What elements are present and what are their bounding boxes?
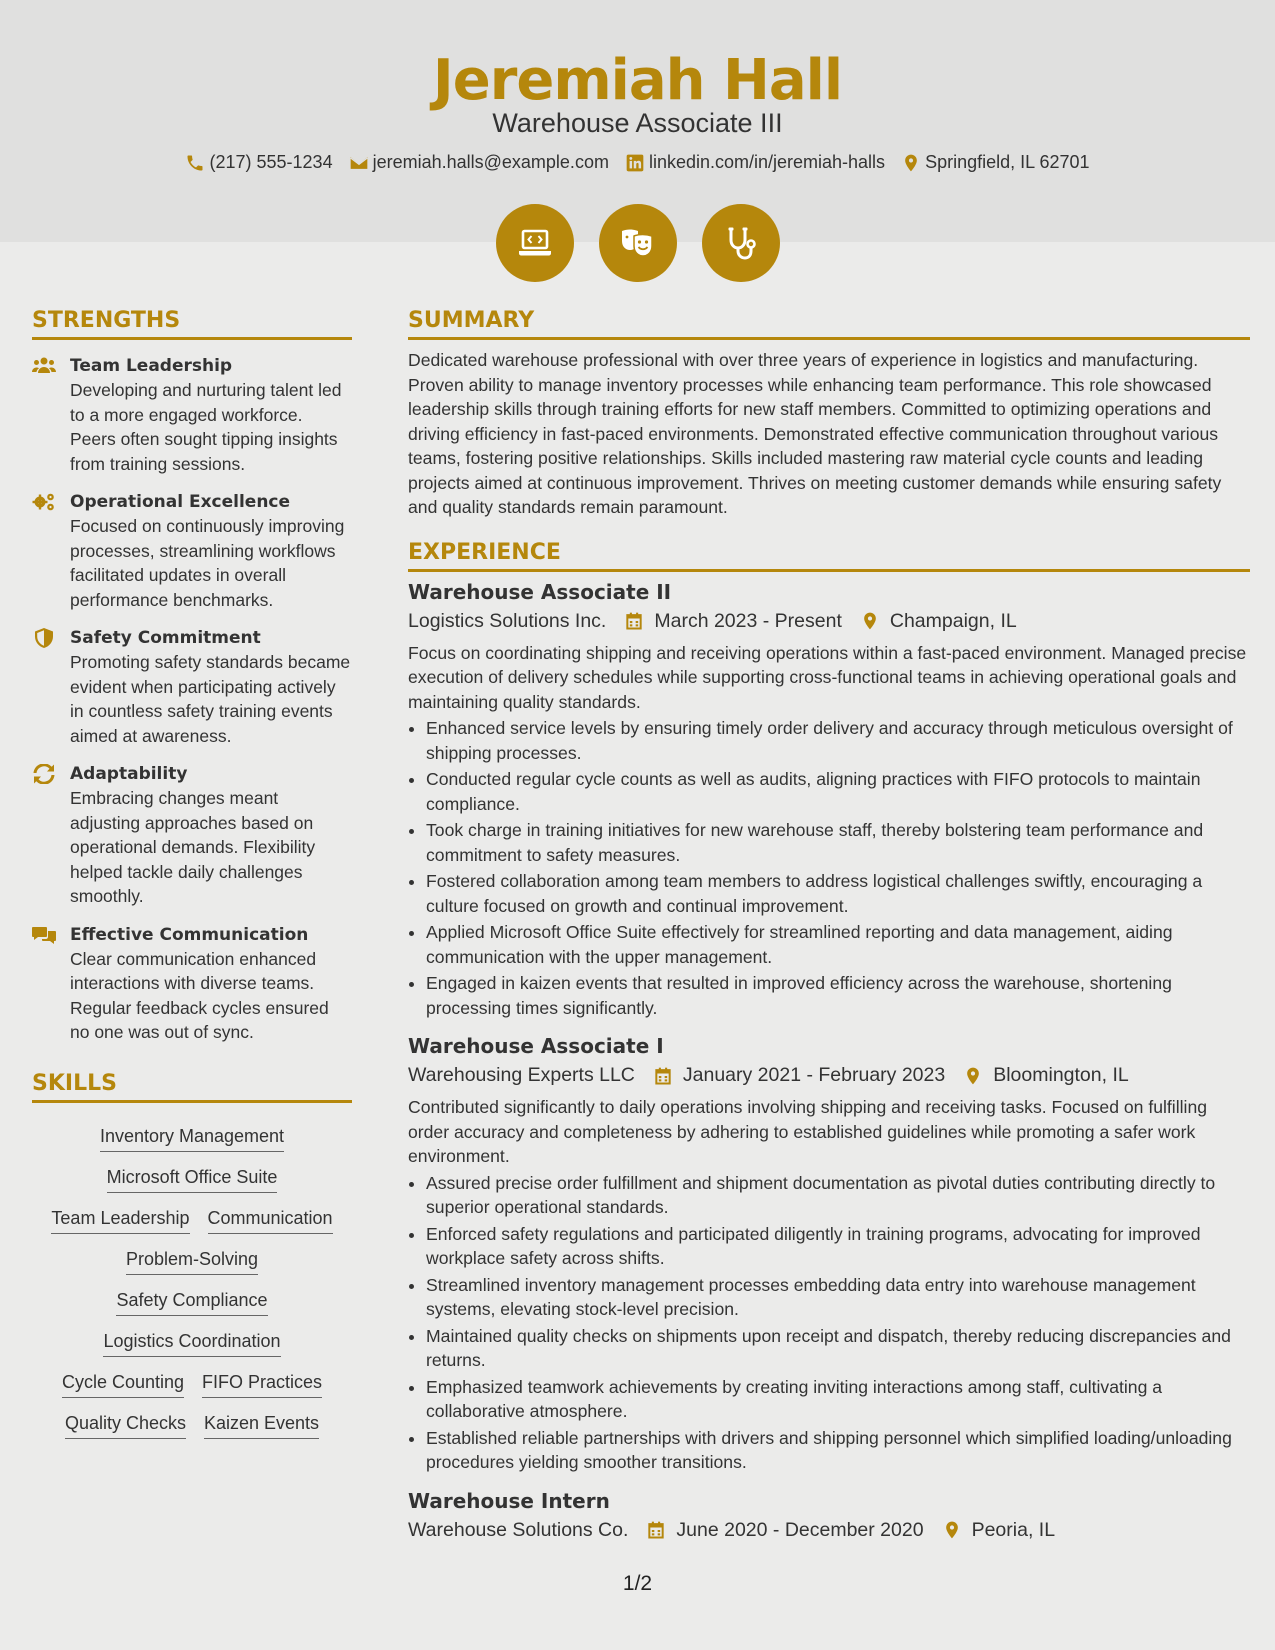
calendar-icon xyxy=(624,611,644,631)
badge-circle xyxy=(702,204,780,282)
job-entry xyxy=(408,1489,1250,1542)
strength-item xyxy=(32,490,352,612)
skill-row xyxy=(65,1412,319,1439)
strength-desc: Focused on continuously improving processes, streamlining workflows facilitated updates in overall performance benchmarks. xyxy=(70,516,345,610)
skill-tag: FIFO Practices xyxy=(202,1371,322,1398)
job-dates: March 2023 - Present xyxy=(654,609,842,632)
strength-desc: Embracing changes meant adjusting approaches based on operational demands. Flexibility helped tackle daily challenges smoothly. xyxy=(70,788,316,906)
list-item: • Streamlined inventory management processes embedding data entry into warehouse management systems, elevating stock-level precision. xyxy=(426,1273,1250,1322)
laptop-code-icon xyxy=(515,223,555,263)
badge-circle xyxy=(496,204,574,282)
skill-row xyxy=(126,1248,258,1275)
list-item: • Applied Microsoft Office Suite effectively for streamlined reporting and data management, aiding communication with the upper management. xyxy=(426,920,1250,969)
job-location: Bloomington, IL xyxy=(993,1064,1129,1086)
strength-name: Team Leadership xyxy=(70,356,233,376)
skill-row xyxy=(51,1207,332,1234)
strength-name: Effective Communication xyxy=(70,924,309,945)
map-pin-icon xyxy=(860,611,880,631)
sync-icon xyxy=(32,764,56,784)
list-item: • Established reliable partnerships with drivers and shipping personnel which simplified loading/unloading procedures yielding smoother transitions. xyxy=(426,1426,1250,1475)
skill-tag: Quality Checks xyxy=(65,1412,186,1439)
contact-text: (217) 555-1234 xyxy=(209,152,333,172)
job-title: Warehouse Intern xyxy=(408,1488,610,1513)
job-meta xyxy=(408,1064,1250,1087)
map-pin-icon xyxy=(942,1520,962,1540)
job-company: Warehousing Experts LLC xyxy=(408,1064,635,1086)
list-item: • Enforced safety regulations and participated diligently in training programs, advocating for improved workplace safety across shifts. xyxy=(426,1222,1250,1271)
strength-name: Safety Commitment xyxy=(70,628,261,648)
job-title: Warehouse Associate II xyxy=(408,579,672,604)
contact-linkedin[interactable] xyxy=(625,152,885,173)
envelope-icon xyxy=(349,153,369,173)
strength-desc: Clear communication enhanced interactions with diverse teams. Regular feedback cycles ensured no one was out of sync. xyxy=(70,948,329,1042)
contact-phone[interactable] xyxy=(185,152,332,173)
shield-icon xyxy=(32,628,56,648)
list-item: • Engaged in kaizen events that resulted in improved efficiency across the warehouse, shortening processing times significantly. xyxy=(426,971,1250,1020)
list-item: • Took charge in training initiatives for new warehouse staff, thereby bolstering team performance and commitment to safety measures. xyxy=(426,818,1250,867)
skill-tag: Inventory Management xyxy=(100,1125,284,1152)
job-location: Peoria, IL xyxy=(971,1518,1056,1541)
job-location: Champaign, IL xyxy=(889,609,1017,632)
skill-tag: Cycle Counting xyxy=(62,1371,184,1398)
linkedin-icon xyxy=(625,153,645,173)
list-item: • Conducted regular cycle counts as well as audits, aligning practices with FIFO protocols to maintain compliance. xyxy=(426,767,1250,816)
strength-item xyxy=(32,626,352,748)
comments-icon xyxy=(32,925,56,945)
strength-item xyxy=(32,762,352,909)
skills-heading: SKILLS xyxy=(32,1071,352,1103)
strengths-heading: STRENGTHS xyxy=(32,308,352,340)
job-bullets xyxy=(408,1171,1250,1475)
skill-tag: Microsoft Office Suite xyxy=(107,1166,278,1193)
skill-row xyxy=(100,1125,284,1152)
strength-desc: Developing and nurturing talent led to a more engaged workforce. Peers often sought tipping insights from training sessions. xyxy=(70,380,342,474)
summary-text: Dedicated warehouse professional with over three years of experience in logistics and manufacturing. Proven ability to manage inventory processes while enhancing team performance. This role showcased leadership skills through training efforts for new staff members. Committed to optimizing operations and driving efficiency in fast-paced environments. Demonstrated effective communication throughout various teams, fostering positive relationships. Skills included mastering raw material cycle counts and leading projects aimed at continuous improvement. Thrives on meeting customer demands while ensuring safety and quality standards remain paramount. xyxy=(408,350,1222,517)
skill-tag: Problem-Solving xyxy=(126,1248,258,1275)
contact-text: Springfield, IL 62701 xyxy=(925,152,1090,172)
strength-name: Adaptability xyxy=(70,764,188,784)
experience-heading: EXPERIENCE xyxy=(408,540,1250,572)
contact-text: jeremiah.halls@example.com xyxy=(372,152,609,172)
page-number: 1/2 xyxy=(622,1572,653,1595)
right-column xyxy=(408,308,1250,1542)
list-item: • Emphasized teamwork achievements by creating inviting interactions among staff, cultivating a collaborative atmosphere. xyxy=(426,1375,1250,1424)
job-company: Warehouse Solutions Co. xyxy=(408,1518,629,1541)
strength-name: Operational Excellence xyxy=(70,492,291,512)
job-title: Warehouse Associate I xyxy=(408,1034,664,1058)
map-pin-icon xyxy=(963,1066,983,1086)
strength-item xyxy=(32,923,352,1045)
list-item: • Enhanced service levels by ensuring timely order delivery and accuracy through meticulous oversight of shipping processes. xyxy=(426,716,1250,765)
users-icon xyxy=(32,356,56,376)
job-company: Logistics Solutions Inc. xyxy=(408,609,607,632)
job-entry xyxy=(408,580,1250,1021)
contact-email[interactable] xyxy=(349,152,609,173)
contact-location xyxy=(901,152,1089,173)
skill-tag: Kaizen Events xyxy=(204,1412,319,1439)
job-dates: January 2021 - February 2023 xyxy=(682,1064,946,1086)
candidate-title: Warehouse Associate III xyxy=(492,108,783,138)
candidate-name: Jeremiah Hall xyxy=(432,48,843,113)
map-pin-icon xyxy=(901,153,921,173)
summary-heading: SUMMARY xyxy=(408,308,1250,340)
skill-row xyxy=(103,1330,280,1357)
job-dates: June 2020 - December 2020 xyxy=(676,1518,924,1541)
list-item: • Maintained quality checks on shipments upon receipt and dispatch, thereby reducing discrepancies and returns. xyxy=(426,1324,1250,1373)
cogs-icon xyxy=(32,492,56,512)
skill-row xyxy=(62,1371,322,1398)
stethoscope-icon xyxy=(721,223,761,263)
skill-row xyxy=(116,1289,267,1316)
list-item: • Assured precise order fulfillment and shipment documentation as pivotal duties contributing directly to superior operational standards. xyxy=(426,1171,1250,1220)
skill-row xyxy=(107,1166,278,1193)
list-item: • Fostered collaboration among team members to address logistical challenges swiftly, encouraging a culture focused on growth and continual improvement. xyxy=(426,869,1250,918)
job-entry xyxy=(408,1034,1250,1475)
job-bullets xyxy=(408,716,1250,1020)
skill-tag: Logistics Coordination xyxy=(103,1330,280,1357)
job-description: Contributed significantly to daily operations involving shipping and receiving tasks. Focused on fulfilling order accuracy and completeness by adhering to established guidelines while promoting a safer work environment. xyxy=(408,1097,1208,1166)
skill-tag: Safety Compliance xyxy=(116,1289,267,1316)
skills-list xyxy=(32,1111,352,1439)
calendar-icon xyxy=(653,1066,673,1086)
calendar-icon xyxy=(646,1520,666,1540)
theater-masks-icon xyxy=(618,223,658,263)
badge-circle xyxy=(599,204,677,282)
strength-item xyxy=(32,354,352,476)
contact-bar xyxy=(0,152,1275,173)
phone-icon xyxy=(185,153,205,173)
contact-text: linkedin.com/in/jeremiah-halls xyxy=(648,152,886,172)
job-meta xyxy=(408,610,1250,633)
strength-desc: Promoting safety standards became evident when participating actively in countless safety training events aimed at awareness. xyxy=(70,652,351,746)
job-description: Focus on coordinating shipping and receiving operations within a fast-paced environment. Managed precise execution of delivery schedules while supporting cross-functional teams in achieving operational goals and maintaining quality standards. xyxy=(408,642,1247,712)
left-column xyxy=(32,308,352,1439)
skill-tag: Team Leadership xyxy=(51,1207,189,1234)
skill-tag: Communication xyxy=(208,1207,333,1234)
job-meta xyxy=(408,1519,1250,1542)
badge-row xyxy=(0,204,1275,282)
